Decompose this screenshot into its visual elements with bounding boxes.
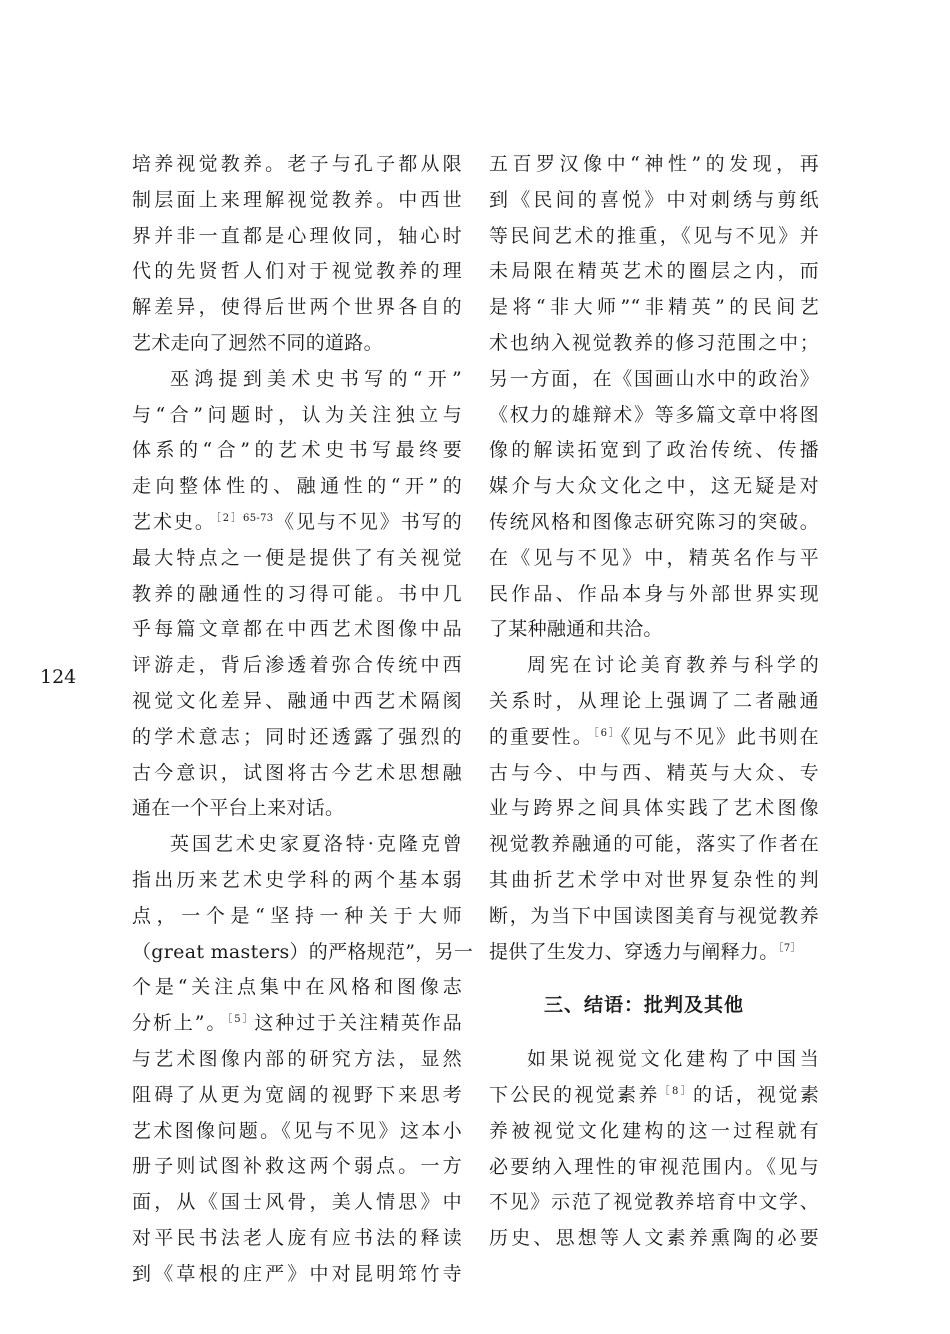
text-line: [489, 612, 819, 648]
text-line: [132, 1006, 462, 1042]
text-line: [132, 219, 462, 255]
line-text: 提供了生发力、穿透力与阐释力。: [489, 940, 779, 963]
text-line: [489, 398, 819, 434]
citation-ref: ［5］: [227, 1014, 255, 1026]
line-text: 五百罗汉像中“神性”的发现，再: [489, 153, 819, 175]
line-text: 面，从《国士风骨，美人情思》中: [132, 1191, 462, 1214]
line-text: 到《草根的庄严》中对昆明筇竹寺: [132, 1262, 462, 1285]
line-text: 对平民书法老人庞有应书法的释读: [132, 1226, 462, 1249]
line-text: 阻碍了从更为宽阔的视野下来思考: [132, 1083, 462, 1106]
text-line: [489, 1042, 819, 1078]
line-text: 古与今、中与西、精英与大众、专: [489, 761, 819, 784]
line-text: 业与跨界之间具体实践了艺术图像: [489, 797, 819, 820]
line-text: 视觉文化差异、融通中西艺术隔阂: [132, 689, 462, 712]
line-text: 的学术意志；同时还透露了强烈的: [132, 725, 462, 748]
line-text: 其曲折艺术学中对世界复杂性的判: [489, 868, 819, 891]
text-line: [489, 577, 819, 613]
line-text-after: 《见与不见》此书则在: [620, 725, 819, 748]
text-line: [132, 541, 462, 577]
line-text: 术也纳入视觉教养的修习范围之中；: [489, 331, 819, 354]
line-text: 到《民间的喜悦》中对刺绣与剪纸: [489, 188, 819, 211]
text-line: [132, 1114, 462, 1150]
line-text: 历史、思想等人文素养熏陶的必要: [489, 1227, 819, 1250]
text-line: [489, 254, 819, 290]
line-text: （great masters）的严格规范”，另一: [132, 940, 474, 963]
line-text-after: 的话，视觉素: [693, 1083, 819, 1106]
text-line: [132, 147, 462, 183]
text-line: [489, 1078, 819, 1114]
line-text: 艺术走向了迥然不同的道路。: [132, 331, 383, 354]
text-line: [489, 1185, 819, 1221]
text-line: [489, 648, 819, 684]
line-text: 像的解读拓宽到了政治传统、传播: [489, 439, 819, 462]
text-line: [489, 362, 819, 398]
text-line: [489, 326, 819, 362]
text-line: [132, 612, 462, 648]
line-text: 个是“关注点集中在风格和图像志: [132, 976, 462, 999]
line-text: 如果说视觉文化建构了中国当: [527, 1048, 819, 1071]
line-text: 通在一个平台上来对话。: [132, 797, 345, 820]
text-line: [132, 791, 462, 827]
citation-ref: ［7］: [778, 942, 801, 954]
text-line: [132, 1149, 462, 1185]
page-number: 124: [40, 666, 77, 688]
line-text: 等民间艺术的推重，《见与不见》并: [489, 224, 819, 247]
line-text: 教养的融通性的习得可能。书中几: [132, 582, 462, 605]
line-text: 走向整体性的、融通性的“开”的: [132, 475, 462, 498]
text-line: [132, 398, 462, 434]
line-text: 与“合”问题时，认为关注独立与: [132, 403, 462, 426]
line-text: 下公民的视觉素养: [489, 1083, 660, 1106]
text-line: [132, 505, 462, 541]
text-line: [489, 147, 819, 183]
line-text: 艺术史。: [132, 510, 216, 533]
text-line: [132, 1042, 462, 1078]
text-line: [489, 720, 819, 756]
line-text: 英国艺术史家夏洛特·克隆克曾: [170, 833, 462, 856]
line-text: 分析上”。: [132, 1012, 228, 1035]
citation-ref: ［2］65-73: [215, 512, 274, 524]
line-text: 最大特点之一便是提供了有关视觉: [132, 546, 462, 569]
line-text: 周宪在讨论美育教养与科学的: [527, 654, 819, 677]
section-heading: 三、结语：批判及其他: [543, 994, 744, 1017]
text-line: [489, 1150, 819, 1186]
line-text: 断，为当下中国读图美育与视觉教养: [489, 904, 819, 927]
text-line: [132, 362, 462, 398]
line-text: 未局限在精英艺术的圈层之内，而: [489, 260, 819, 283]
text-line: [489, 756, 819, 792]
line-text: 《权力的雄辩术》等多篇文章中将图: [489, 403, 819, 426]
line-text: 代的先贤哲人们对于视觉教养的理: [132, 260, 462, 283]
text-line: [489, 219, 819, 255]
text-line: [132, 720, 462, 756]
text-line: [132, 684, 462, 720]
citation-ref: ［6］: [593, 727, 621, 739]
line-text: 培养视觉教养。老子与孔子都从限: [132, 153, 462, 175]
text-line: [489, 684, 819, 720]
line-text: 在《见与不见》中，精英名作与平: [489, 546, 819, 569]
text-line: [132, 433, 462, 469]
text-line: [132, 469, 462, 505]
line-text: 养被视觉文化建构的这一过程就有: [489, 1119, 819, 1142]
text-line: [132, 290, 462, 326]
line-text: 体系的“合”的艺术史书写最终要: [132, 439, 462, 462]
text-line: [489, 863, 819, 899]
text-line: [132, 935, 474, 971]
line-text: 乎每篇文章都在中西艺术图像中品: [132, 618, 462, 641]
text-line: [489, 1221, 819, 1257]
line-text: 是将“非大师”“非精英”的民间艺: [489, 296, 819, 319]
text-line: [132, 254, 462, 290]
text-line: [489, 290, 819, 326]
right-column: [489, 147, 819, 1257]
line-text: 指出历来艺术史学科的两个基本弱: [132, 868, 462, 891]
text-line: [489, 541, 819, 577]
line-text: 解差异，使得后世两个世界各自的: [132, 296, 462, 319]
text-line: [132, 326, 462, 362]
text-line: [489, 935, 819, 971]
text-line: [489, 1114, 819, 1150]
line-text: 与艺术图像内部的研究方法，显然: [132, 1047, 462, 1070]
text-line: [489, 183, 819, 219]
line-text: 巫鸿提到美术史书写的“开”: [170, 367, 462, 390]
line-text-after: 《见与不见》书写的: [273, 510, 462, 533]
line-text: 民作品、作品本身与外部世界实现: [489, 582, 819, 605]
text-line: [489, 433, 819, 469]
text-line: [132, 1185, 462, 1221]
line-text: 视觉教养融通的可能，落实了作者在: [489, 833, 819, 856]
line-text: 必要纳入理性的审视范围内。《见与: [489, 1155, 819, 1178]
text-line: [489, 791, 819, 827]
right-column-top: [489, 147, 819, 970]
line-text: 评游走，背后渗透着弥合传统中西: [132, 654, 462, 677]
line-text: 媒介与大众文化之中，这无疑是对: [489, 475, 819, 498]
text-line: [489, 899, 819, 935]
line-text: 另一方面，在《国画山水中的政治》: [489, 367, 819, 390]
text-line: [132, 648, 462, 684]
text-line: [132, 827, 462, 863]
line-text: 了某种融通和共洽。: [489, 618, 663, 641]
text-line: [489, 469, 819, 505]
text-line: [489, 827, 819, 863]
text-line: [132, 1257, 462, 1293]
line-text: 不见》示范了视觉教养培育中文学、: [489, 1191, 819, 1214]
text-line: [132, 756, 462, 792]
right-column-bottom: [489, 1042, 819, 1257]
text-line: [132, 899, 462, 935]
left-column: [132, 147, 474, 1293]
line-text: 传统风格和图像志研究陈习的突破。: [489, 510, 819, 533]
line-text: 制层面上来理解视觉教养。中西世: [132, 188, 462, 211]
line-text: 点，一个是“坚持一种关于大师: [132, 904, 462, 927]
line-text: 古今意识，试图将古今艺术思想融: [132, 761, 462, 784]
line-text-after: 这种过于关注精英作品: [254, 1012, 462, 1035]
text-line: [132, 863, 462, 899]
text-line: [132, 1078, 462, 1114]
text-line: [132, 577, 462, 613]
citation-ref: ［8］: [659, 1085, 694, 1097]
text-line: [132, 970, 462, 1006]
line-text: 界并非一直都是心理攸同，轴心时: [132, 224, 462, 247]
line-text: 艺术图像问题。《见与不见》这本小: [132, 1119, 462, 1142]
text-line: [132, 1221, 462, 1257]
line-text: 的重要性。: [489, 725, 594, 748]
text-line: [132, 183, 462, 219]
line-text: 关系时，从理论上强调了二者融通: [489, 689, 819, 712]
line-text: 册子则试图补救这两个弱点。一方: [132, 1155, 462, 1178]
text-line: [489, 505, 819, 541]
